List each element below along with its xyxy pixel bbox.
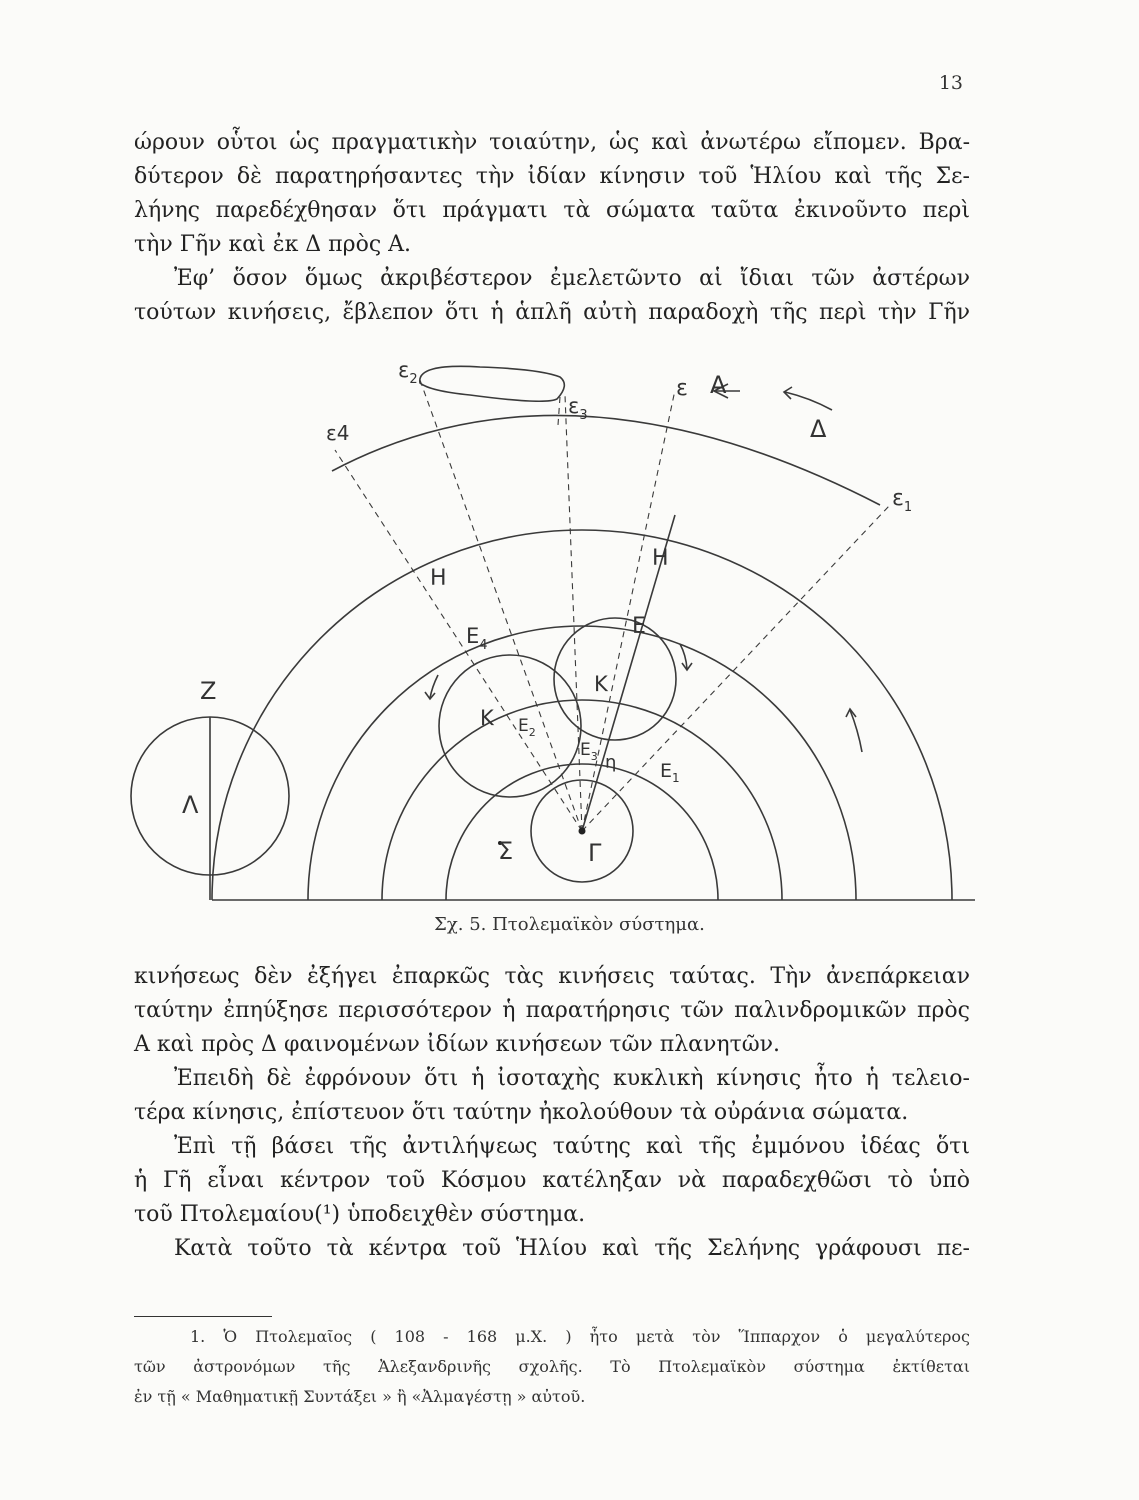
text-line: λήνης παρεδέχθησαν ὅτι πράγματι τὰ σώματα ταῦτα ἐκινοῦντο περὶ xyxy=(134,198,970,223)
text-line: Ἐπειδὴ δὲ ἐφρόνουν ὅτι ἡ ἰσοταχὴς κυκλικὴ κίνησις ἦτο ἡ τελειο- xyxy=(174,1066,970,1091)
paragraph-top xyxy=(134,126,970,330)
footnote-divider xyxy=(134,1316,272,1317)
footnote xyxy=(134,1322,970,1412)
sight-line xyxy=(582,505,890,831)
motion-arrow xyxy=(785,392,832,410)
deferent-middle xyxy=(308,626,856,900)
label-E3: $E_3$ xyxy=(580,740,598,763)
label-K-right: Κ xyxy=(594,672,608,696)
sight-line xyxy=(420,380,582,831)
text-line: Ἐπὶ τῇ βάσει τῆς ἀντιλήψεως ταύτης καὶ τῆς ἐμμόνου ἰδέας ὅτι xyxy=(174,1134,970,1159)
apparent-orbit xyxy=(332,415,880,505)
label-E2: $E_2$ xyxy=(518,716,536,739)
text-line: τοῦ Πτολεμαίου(¹) ὑποδειχθὲν σύστημα. xyxy=(134,1202,586,1227)
label-epsilon: ε xyxy=(676,376,688,401)
text-line: τούτων κινήσεις, ἔβλεπον ὅτι ἡ ἁπλῆ αὐτὴ παραδοχὴ τῆς περὶ τὴν Γῆν xyxy=(134,300,970,325)
figure-caption: Σχ. 5. Πτολεμαϊκὸν σύστημα. xyxy=(434,914,705,935)
label-Delta: Δ xyxy=(810,415,827,443)
text-line: Ἐφ’ ὅσον ὅμως ἀκριβέστερον ἐμελετῶντο αἱ ἴδιαι τῶν ἀστέρων xyxy=(174,266,970,291)
ptolemaic-system-figure xyxy=(120,355,980,915)
label-Sigma: Σ xyxy=(498,837,514,865)
text-line: Α καὶ πρὸς Δ φαινομένων ἰδίων κινήσεων τῶν πλανητῶν. xyxy=(134,1032,781,1057)
text-line: ταύτην ἐπηύξησε περισσότερον ἡ παρατήρησις τῶν παλινδρομικῶν πρὸς xyxy=(134,998,970,1023)
label-H-left: Η xyxy=(430,566,447,591)
sight-line xyxy=(558,397,560,425)
label-eta: η xyxy=(605,752,617,773)
footnote-line: τῶν ἀστρονόμων τῆς Ἀλεξανδρινῆς σχολῆς. Τὸ Πτολεμαϊκὸν σύστημα ἐκτίθεται xyxy=(134,1357,970,1376)
text-line: δύτερον δὲ παρατηρήσαντες τὴν ἰδίαν κίνησιν τοῦ Ἡλίου καὶ τῆς Σε- xyxy=(134,164,970,189)
deferent-outer xyxy=(212,530,952,900)
ptolemaic-diagram xyxy=(120,355,980,915)
text-line: τέρα κίνησις, ἐπίστευον ὅτι ταύτην ἠκολούθουν τὰ οὐράνια σώματα. xyxy=(134,1100,909,1125)
retrograde-loop xyxy=(420,366,565,401)
label-E1: $E_1$ xyxy=(660,760,680,785)
text-line: Κατὰ τοῦτο τὰ κέντρα τοῦ Ἡλίου καὶ τῆς Σελήνης γράφουσι πε- xyxy=(174,1236,970,1261)
paragraph-bottom xyxy=(134,960,970,1266)
sight-line xyxy=(565,395,582,831)
label-e2: $\varepsilon_2$ xyxy=(398,358,418,387)
label-H-right: Η xyxy=(652,546,669,571)
epicycle-left xyxy=(439,655,581,797)
text-line: ἡ Γῆ εἶναι κέντρον τοῦ Κόσμου κατέληξαν νὰ παραδεχθῶσι τὸ ὑπὸ xyxy=(134,1168,970,1193)
label-e4: ε4 xyxy=(326,421,350,445)
text-line: τὴν Γῆν καὶ ἐκ Δ πρὸς Α. xyxy=(134,232,412,257)
label-e1: $\varepsilon_1$ xyxy=(892,486,913,515)
label-K-left: Κ xyxy=(480,706,494,730)
page-number: 13 xyxy=(938,72,963,94)
footnote-line: 1. Ὁ Πτολεμαῖος ( 108 - 168 μ.Χ. ) ἦτο μετὰ τὸν Ἵππαρχον ὁ μεγαλύτερος xyxy=(190,1327,970,1346)
label-Gamma: Γ xyxy=(588,839,602,867)
label-Lambda: Λ xyxy=(182,791,199,819)
label-E4: $E_4$ xyxy=(466,624,488,653)
label-E-upper: Ε xyxy=(632,614,646,639)
text-line: ώρουν οὗτοι ὡς πραγματικὴν τοιαύτην, ὡς καὶ ἀνωτέρω εἴπομεν. Βρα- xyxy=(134,130,970,155)
label-e3: $\varepsilon_3$ xyxy=(568,394,588,423)
footnote-line: ἐν τῇ « Μαθηματικῇ Συντάξει » ἢ «Ἀλμαγέστῃ » αὐτοῦ. xyxy=(134,1387,586,1406)
label-A: Α xyxy=(710,371,727,399)
label-Z: Ζ xyxy=(200,677,217,705)
earth-point xyxy=(579,828,586,835)
text-line: κινήσεως δὲν ἐξήγει ἐπαρκῶς τὰς κινήσεις ταύτας. Τὴν ἀνεπάρκειαν xyxy=(134,964,970,989)
